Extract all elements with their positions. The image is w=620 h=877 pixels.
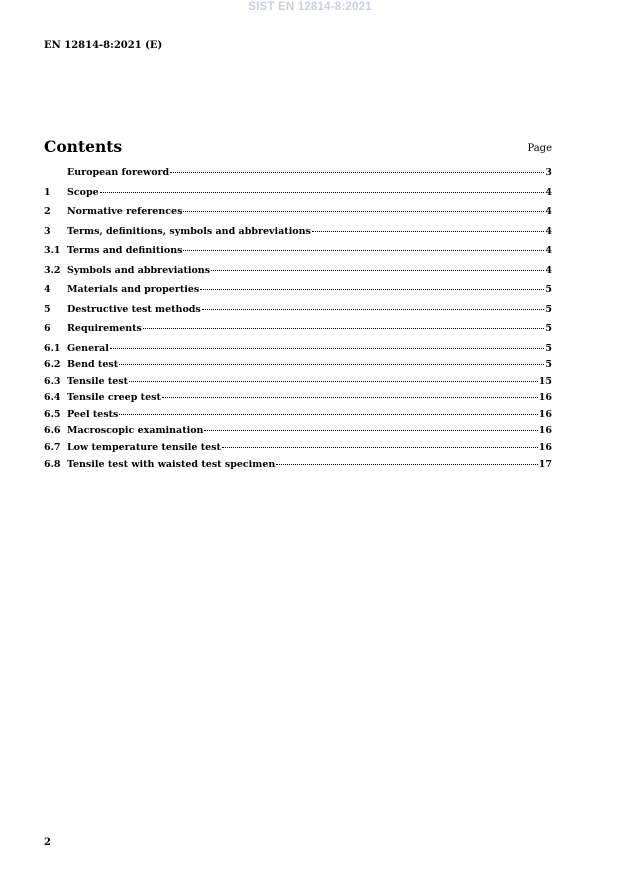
- toc-entry[interactable]: [44, 441, 552, 454]
- toc-entry[interactable]: [44, 458, 552, 471]
- toc-entry-title: Terms, definitions, symbols and abbreviations: [67, 225, 311, 237]
- toc-entry-page: 4: [545, 206, 552, 217]
- toc-entry[interactable]: [44, 424, 552, 437]
- toc-entry-number: 6.1: [44, 342, 61, 354]
- toc-dot-leader: [100, 192, 545, 193]
- toc-entry-page: 15: [538, 375, 552, 387]
- toc-dot-leader: [204, 430, 537, 431]
- toc-entry-page: 16: [538, 392, 552, 404]
- toc-entry-page: 5: [545, 303, 552, 315]
- toc-entry-page: 16: [538, 442, 552, 454]
- toc-entry-page: 16: [538, 408, 552, 420]
- toc-entry-number: 6.3: [44, 375, 61, 387]
- toc-entry-title: Materials and properties: [67, 284, 200, 295]
- toc-entry-title: Tensile test with waisted test specimen: [67, 458, 276, 470]
- toc-dot-leader: [162, 397, 538, 398]
- toc-dot-leader: [129, 381, 538, 382]
- toc-entry-page: 5: [545, 284, 552, 295]
- toc-list: [44, 166, 552, 474]
- toc-dot-leader: [202, 309, 545, 310]
- toc-dot-leader: [211, 270, 544, 271]
- toc-entry[interactable]: [44, 342, 552, 355]
- toc-entry[interactable]: [44, 264, 552, 277]
- toc-entry-title: Bend test: [67, 359, 119, 371]
- toc-entry-title: Scope: [67, 186, 99, 198]
- toc-entry-number: 6.5: [44, 408, 61, 420]
- toc-entry-title: Tensile creep test: [67, 392, 161, 404]
- toc-entry-page: 5: [545, 323, 552, 334]
- toc-entry-number: 6.7: [44, 442, 61, 454]
- toc-entry-title: European foreword: [67, 167, 170, 178]
- toc-entry-title: General: [67, 342, 109, 354]
- toc-entry-title: Low temperature tensile test: [67, 442, 221, 454]
- toc-entry-page: 16: [538, 425, 552, 437]
- toc-entry-number: 6.4: [44, 392, 61, 404]
- toc-entry-title: Symbols and abbreviations: [67, 264, 211, 276]
- toc-entry-page: 4: [545, 186, 552, 198]
- toc-entry-page: 4: [545, 245, 552, 256]
- toc-entry-number: 6.6: [44, 425, 61, 437]
- toc-entry[interactable]: [44, 358, 552, 371]
- toc-dot-leader: [183, 211, 544, 212]
- toc-entry-number: 6: [44, 323, 51, 334]
- toc-entry-title: Requirements: [67, 323, 142, 334]
- toc-entry[interactable]: [44, 375, 552, 388]
- toc-entry[interactable]: [44, 303, 552, 316]
- toc-dot-leader: [183, 250, 544, 251]
- toc-entry[interactable]: [44, 283, 552, 296]
- toc-entry-page: 17: [538, 458, 552, 470]
- toc-dot-leader: [119, 364, 544, 365]
- toc-entry[interactable]: [44, 225, 552, 238]
- toc-page-label: Page: [527, 143, 552, 154]
- toc-entry[interactable]: [44, 244, 552, 257]
- toc-title: Contents: [44, 137, 123, 156]
- toc-heading: [44, 134, 552, 156]
- watermark: SIST EN 12814-8:2021: [248, 1, 372, 13]
- toc-entry-number: 2: [44, 206, 51, 217]
- page-number: 2: [44, 837, 51, 848]
- toc-entry-number: 5: [44, 303, 51, 315]
- toc-entry-number: 3.1: [44, 245, 61, 256]
- toc-dot-leader: [200, 289, 544, 290]
- toc-entry-number: 6.8: [44, 458, 61, 470]
- toc-entry-number: 6.2: [44, 359, 61, 371]
- toc-entry-number: 1: [44, 186, 51, 198]
- toc-entry[interactable]: [44, 205, 552, 218]
- toc-entry-number: 3.2: [44, 264, 61, 276]
- document-id: EN 12814-8:2021 (E): [44, 40, 163, 51]
- toc-entry-page: 3: [545, 167, 552, 178]
- toc-entry-page: 4: [545, 264, 552, 276]
- toc-entry-title: Macroscopic examination: [67, 425, 204, 437]
- toc-entry-page: 5: [545, 342, 552, 354]
- toc-dot-leader: [119, 414, 537, 415]
- toc-entry-number: 3: [44, 225, 51, 237]
- toc-dot-leader: [143, 328, 544, 329]
- toc-entry[interactable]: [44, 166, 552, 179]
- toc-entry-title: Peel tests: [67, 408, 119, 420]
- toc-dot-leader: [312, 231, 544, 232]
- toc-entry-page: 5: [545, 359, 552, 371]
- toc-dot-leader: [170, 172, 544, 173]
- toc-entry-title: Destructive test methods: [67, 303, 201, 315]
- toc-entry[interactable]: [44, 186, 552, 199]
- toc-dot-leader: [276, 464, 537, 465]
- toc-entry-page: 4: [545, 225, 552, 237]
- toc-entry-title: Tensile test: [67, 375, 129, 387]
- toc-entry[interactable]: [44, 408, 552, 421]
- toc-dot-leader: [110, 348, 544, 349]
- toc-entry[interactable]: [44, 322, 552, 335]
- toc-dot-leader: [222, 447, 538, 448]
- toc-entry-title: Normative references: [67, 206, 183, 217]
- toc-entry-number: 4: [44, 284, 51, 295]
- toc-entry-title: Terms and definitions: [67, 245, 183, 256]
- toc-entry[interactable]: [44, 391, 552, 404]
